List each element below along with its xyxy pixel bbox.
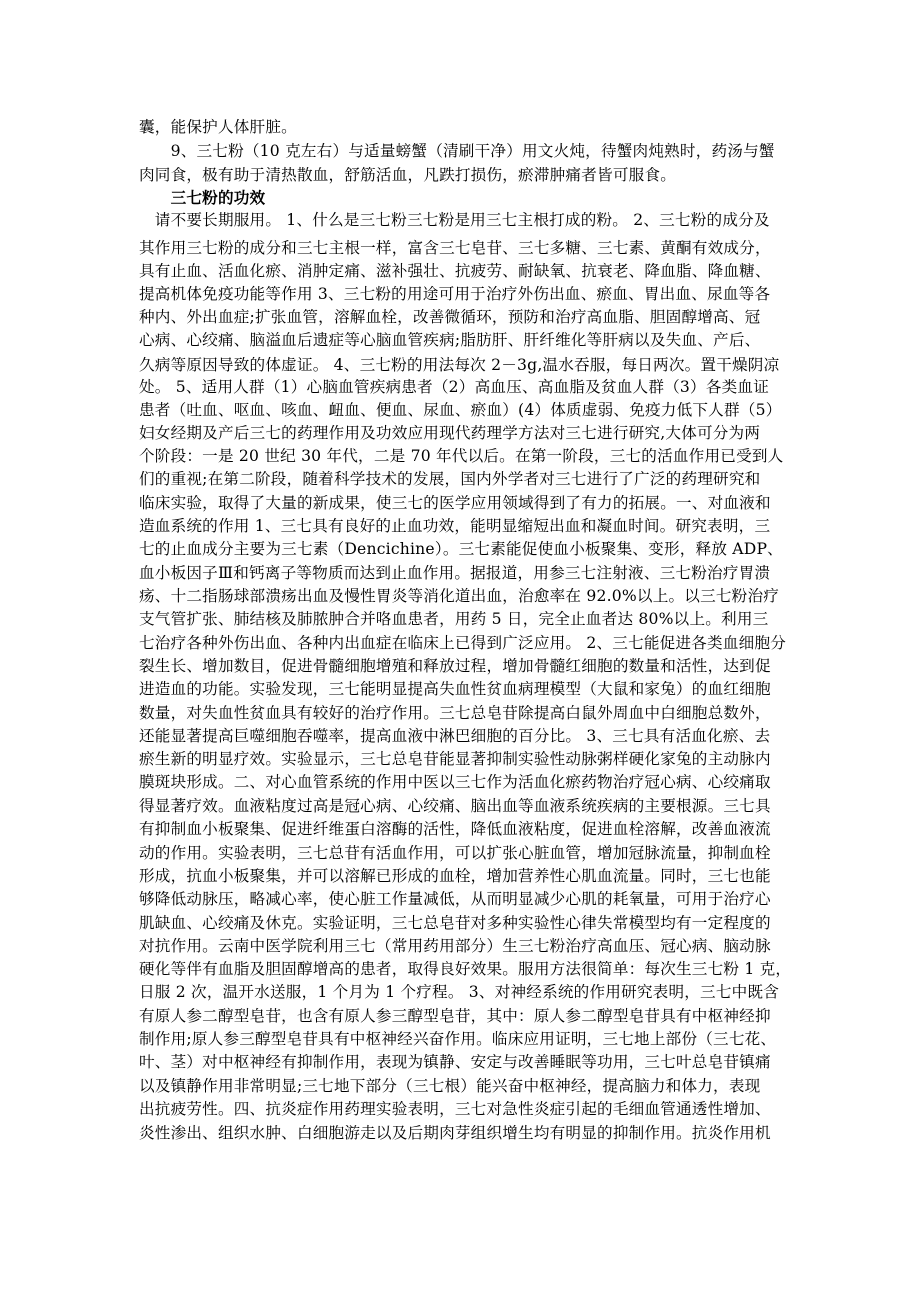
text-line: 妇女经期及产后三七的药理作用及功效应用现代药理学方法对三七进行研究,大体可分为两 xyxy=(139,424,761,442)
text-line: 制作用;原人参三醇型皂苷具有中枢神经兴奋作用。临床应用证明，三七地上部份（三七花、 xyxy=(139,1030,777,1048)
text-line: 还能显著提高巨噬细胞吞噬率，提高血液中淋巴细胞的百分比。 3、三七具有活血化瘀、去 xyxy=(139,727,771,745)
text-line: 提高机体免疫功能等作用 3、三七粉的用途可用于治疗外伤出血、瘀血、胃出血、尿血等各 xyxy=(139,285,771,303)
text-line: 膜斑块形成。二、对心血管系统的作用中医以三七作为活血化瘀药物治疗冠心病、心绞痛取 xyxy=(139,773,771,791)
text-line: 患者（吐血、呕血、咳血、衄血、便血、尿血、瘀血）(4）体质虚弱、免疫力低下人群（5） xyxy=(139,401,782,419)
text-line: 疡、十二指肠球部溃疡出血及慢性胃炎等消化道出血，治愈率在 92.0%以上。以三七粉治疗 xyxy=(139,587,780,605)
text-line: 以及镇静作用非常明显;三七地下部分（三七根）能兴奋中枢神经，提高脑力和体力，表现 xyxy=(139,1077,761,1095)
text-line: 瘀生新的明显疗效。实验显示，三七总皂苷能显著抑制实验性动脉粥样硬化家兔的主动脉内 xyxy=(139,750,771,768)
text-line: 进造血的功能。实验发现，三七能明显提高失血性贫血病理模型（大鼠和家兔）的血红细胞 xyxy=(139,680,771,698)
text-line: 出抗疲劳性。四、抗炎症作用药理实验表明，三七对急性炎症引起的毛细血管通透性增加、 xyxy=(139,1100,771,1118)
text-line: 有抑制血小板聚集、促进纤维蛋白溶酶的活性，降低血液粘度，促进血栓溶解，改善血液流 xyxy=(139,820,771,838)
text-line: 得显著疗效。血液粘度过高是冠心病、心绞痛、脑出血等血液系统疾病的主要根源。三七具 xyxy=(139,797,771,815)
text-line: 够降低动脉压，略减心率，使心脏工作量减低，从而明显减少心肌的耗氧量，可用于治疗心 xyxy=(139,890,771,908)
text-line: 形成，抗血小板聚集，并可以溶解已形成的血栓，增加营养性心肌血流量。同时，三七也能 xyxy=(139,867,771,885)
text-line: 9、三七粉（10 克左右）与适量螃蟹（清刷干净）用文火炖，待蟹肉炖熟时，药汤与蟹 xyxy=(139,142,775,160)
text-line: 血小板因子Ⅲ和钙离子等物质而达到止血作用。据报道，用参三七注射液、三七粉治疗胃溃 xyxy=(139,564,771,582)
text-line: 动的作用。实验表明，三七总苷有活血作用，可以扩张心脏血管，增加冠脉流量，抑制血栓 xyxy=(139,844,771,862)
text-line: 久病等原因导致的体虚证。 4、三七粉的用法每次 2－3g,温水吞服，每日两次。置干燥阴凉 xyxy=(139,356,780,374)
text-line: 其作用三七粉的成分和三七主根一样，富含三七皂苷、三七多糖、三七素、黄酮有效成分， xyxy=(139,239,771,257)
text-line: 肌缺血、心绞痛及休克。实验证明，三七总皂苷对多种实验性心律失常模型均有一定程度的 xyxy=(139,914,771,932)
text-line: 日服 2 次，温开水送服，1 个月为 1 个疗程。 3、对神经系统的作用研究表明，三七中既含 xyxy=(139,983,780,1001)
text-line: 对抗作用。云南中医学院利用三七（常用药用部分）生三七粉治疗高血压、冠心病、脑动脉 xyxy=(139,937,771,955)
text-line: 处。 5、适用人群（1）心脑血管疾病患者（2）高血压、高血脂及贫血人群（3）各类血证 xyxy=(139,378,770,396)
text-line: 数量，对失血性贫血具有较好的治疗作用。三七总皂苷除提高白鼠外周血中白细胞总数外， xyxy=(139,704,771,722)
text-line: 囊，能保护人体肝脏。 xyxy=(139,118,297,136)
text-line: 种内、外出血症;扩张血管，溶解血栓，改善微循环，预防和治疗高血脂、胆固醇增高、冠 xyxy=(139,308,761,326)
text-line: 请不要长期服用。 1、什么是三七粉三七粉是用三七主根打成的粉。 2、三七粉的成分及 xyxy=(139,211,770,229)
text-line: 们的重视;在第二阶段，随着科学技术的发展，国内外学者对三七进行了广泛的药理研究和 xyxy=(139,470,761,488)
text-line: 造血系统的作用 1、三七具有良好的止血功效，能明显缩短出血和凝血时间。研究表明，三 xyxy=(139,517,771,535)
section-heading: 三七粉的功效 xyxy=(139,188,266,207)
text-line: 心病、心绞痛、脑溢血后遗症等心脑血管疾病;脂肪肝、肝纤维化等肝病以及失血、产后、 xyxy=(139,331,761,349)
text-line: 有原人参二醇型皂苷，也含有原人参三醇型皂苷，其中：原人参二醇型皂苷具有中枢神经抑 xyxy=(139,1007,771,1025)
text-line: 硬化等伴有血脂及胆固醇增高的患者，取得良好效果。服用方法很简单：每次生三七粉 1 克， xyxy=(139,960,792,978)
text-line: 炎性渗出、组织水肿、白细胞游走以及后期肉芽组织增生均有明显的抑制作用。抗炎作用机 xyxy=(139,1124,771,1142)
text-line: 裂生长、增加数目，促进骨髓细胞增殖和释放过程，增加骨髓红细胞的数量和活性，达到促 xyxy=(139,657,771,675)
text-line: 七的止血成分主要为三七素（Dencichine）。三七素能促使血小板聚集、变形，释放 ADP、 xyxy=(139,540,783,558)
text-line: 肉同食，极有助于清热散血，舒筋活血，凡跌打损伤，瘀滞肿痛者皆可服食。 xyxy=(139,166,676,184)
text-line: 个阶段：一是 20 世纪 30 年代，二是 70 年代以后。在第一阶段，三七的活血作用已受到人 xyxy=(139,447,784,465)
text-line: 支气管扩张、肺结核及肺脓肿合并咯血患者，用药 5 日，完全止血者达 80%以上。利用三 xyxy=(139,610,769,628)
text-line: 临床实验，取得了大量的新成果，使三七的医学应用领域得到了有力的拓展。一、对血液和 xyxy=(139,494,771,512)
text-line: 叶、茎）对中枢神经有抑制作用，表现为镇静、安定与改善睡眠等功用，三七叶总皂苷镇痛 xyxy=(139,1053,771,1071)
text-line: 具有止血、活血化瘀、消肿定痛、滋补强壮、抗疲劳、耐缺氧、抗衰老、降血脂、降血糖、 xyxy=(139,262,771,280)
text-line: 七治疗各种外伤出血、各种内出血症在临床上已得到广泛应用。 2、三七能促进各类血细胞分 xyxy=(139,634,787,652)
